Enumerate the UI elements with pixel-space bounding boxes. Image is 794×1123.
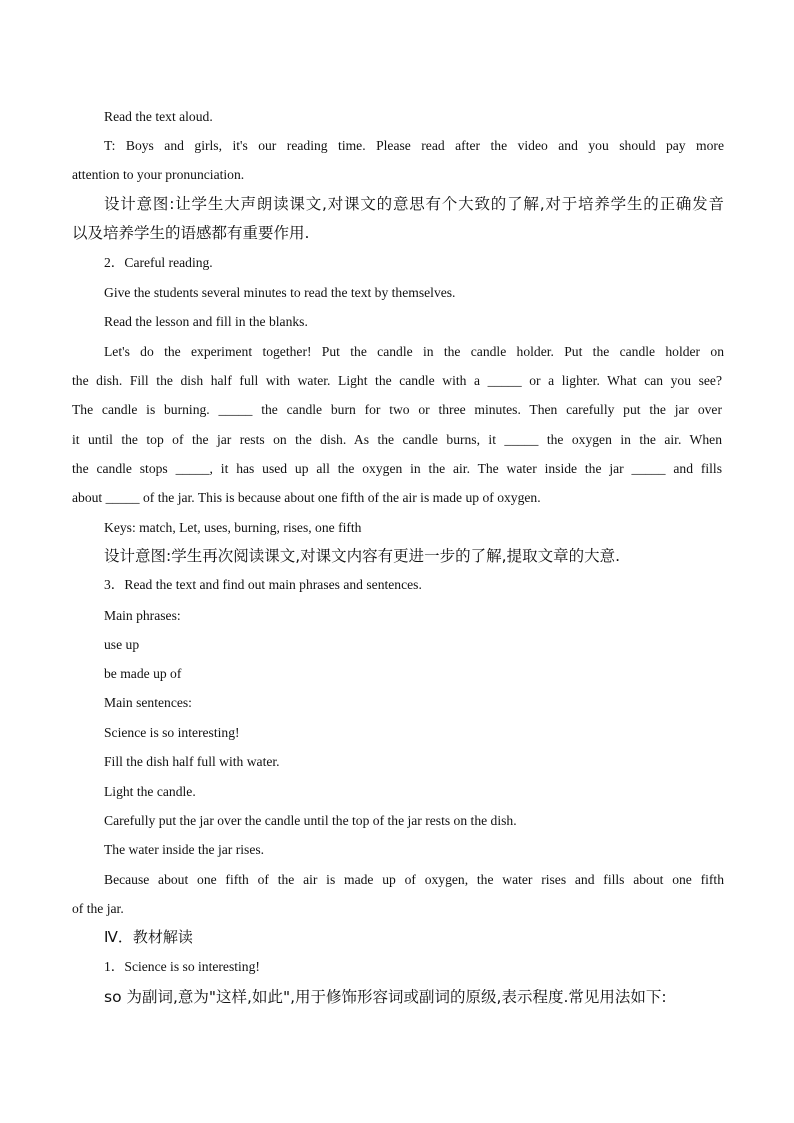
passage-line: about _____ of the jar. This is because about one fifth of the air is made up of oxygen. xyxy=(72,490,541,505)
point-1-heading: 1．Science is so interesting! xyxy=(104,959,260,974)
section-main-phrases: 3．Read the text and find out main phrases and sentences. xyxy=(104,577,422,592)
design-intent-1: 设计意图:让学生大声朗读课文,对课文的意思有个大致的了解,对于培养学生的正确发音 xyxy=(104,195,724,213)
passage-line: the dish. Fill the dish half full with water. Light the candle with a _____ or a lighter. What can you see? xyxy=(72,373,722,388)
main-sentences-label: Main sentences: xyxy=(104,695,192,710)
phrase-item: be made up of xyxy=(104,666,182,681)
teacher-line: T: Boys and girls, it's our reading time. Please read after the video and you should pay more xyxy=(104,138,724,153)
instruction-read-aloud: Read the text aloud. xyxy=(104,109,213,124)
instruction-give-minutes: Give the students several minutes to read the text by themselves. xyxy=(104,285,456,300)
phrase-item: use up xyxy=(104,637,140,652)
design-intent-2: 设计意图:学生再次阅读课文,对课文内容有更进一步的了解,提取文章的大意. xyxy=(104,547,621,565)
passage-line: the candle stops _____, it has used up all the oxygen in the air. The water inside the jar _____ and fills xyxy=(72,461,722,476)
sentence-item: Carefully put the jar over the candle until the top of the jar rests on the dish. xyxy=(104,813,517,828)
design-intent-1-cont: 以及培养学生的语感都有重要作用. xyxy=(72,224,310,242)
sentence-item-cont: of the jar. xyxy=(72,901,124,916)
answer-keys: Keys: match, Let, uses, burning, rises, one fifth xyxy=(104,520,362,535)
sentence-item: Because about one fifth of the air is made up of oxygen, the water rises and fills about one fifth xyxy=(104,872,724,887)
sentence-item: Science is so interesting! xyxy=(104,725,240,740)
section-careful-reading: 2．Careful reading. xyxy=(104,255,213,270)
passage-line: Let's do the experiment together! Put the candle in the candle holder. Put the candle holder on xyxy=(104,344,724,359)
main-phrases-label: Main phrases: xyxy=(104,608,181,623)
passage-line: it until the top of the jar rests on the dish. As the candle burns, it _____ the oxygen in the air. When xyxy=(72,432,722,447)
sentence-item: The water inside the jar rises. xyxy=(104,842,265,857)
so-usage-note: so 为副词,意为"这样,如此",用于修饰形容词或副词的原级,表示程度.常见用法如下: xyxy=(104,988,667,1006)
sentence-item: Fill the dish half full with water. xyxy=(104,754,280,769)
teacher-line-cont: attention to your pronunciation. xyxy=(72,167,245,182)
section-textbook-analysis: Ⅳ．教材解读 xyxy=(104,928,193,946)
passage-line: The candle is burning. _____ the candle burn for two or three minutes. Then carefully put the jar over xyxy=(72,402,722,417)
sentence-item: Light the candle. xyxy=(104,784,196,799)
instruction-fill-blanks: Read the lesson and fill in the blanks. xyxy=(104,314,308,329)
